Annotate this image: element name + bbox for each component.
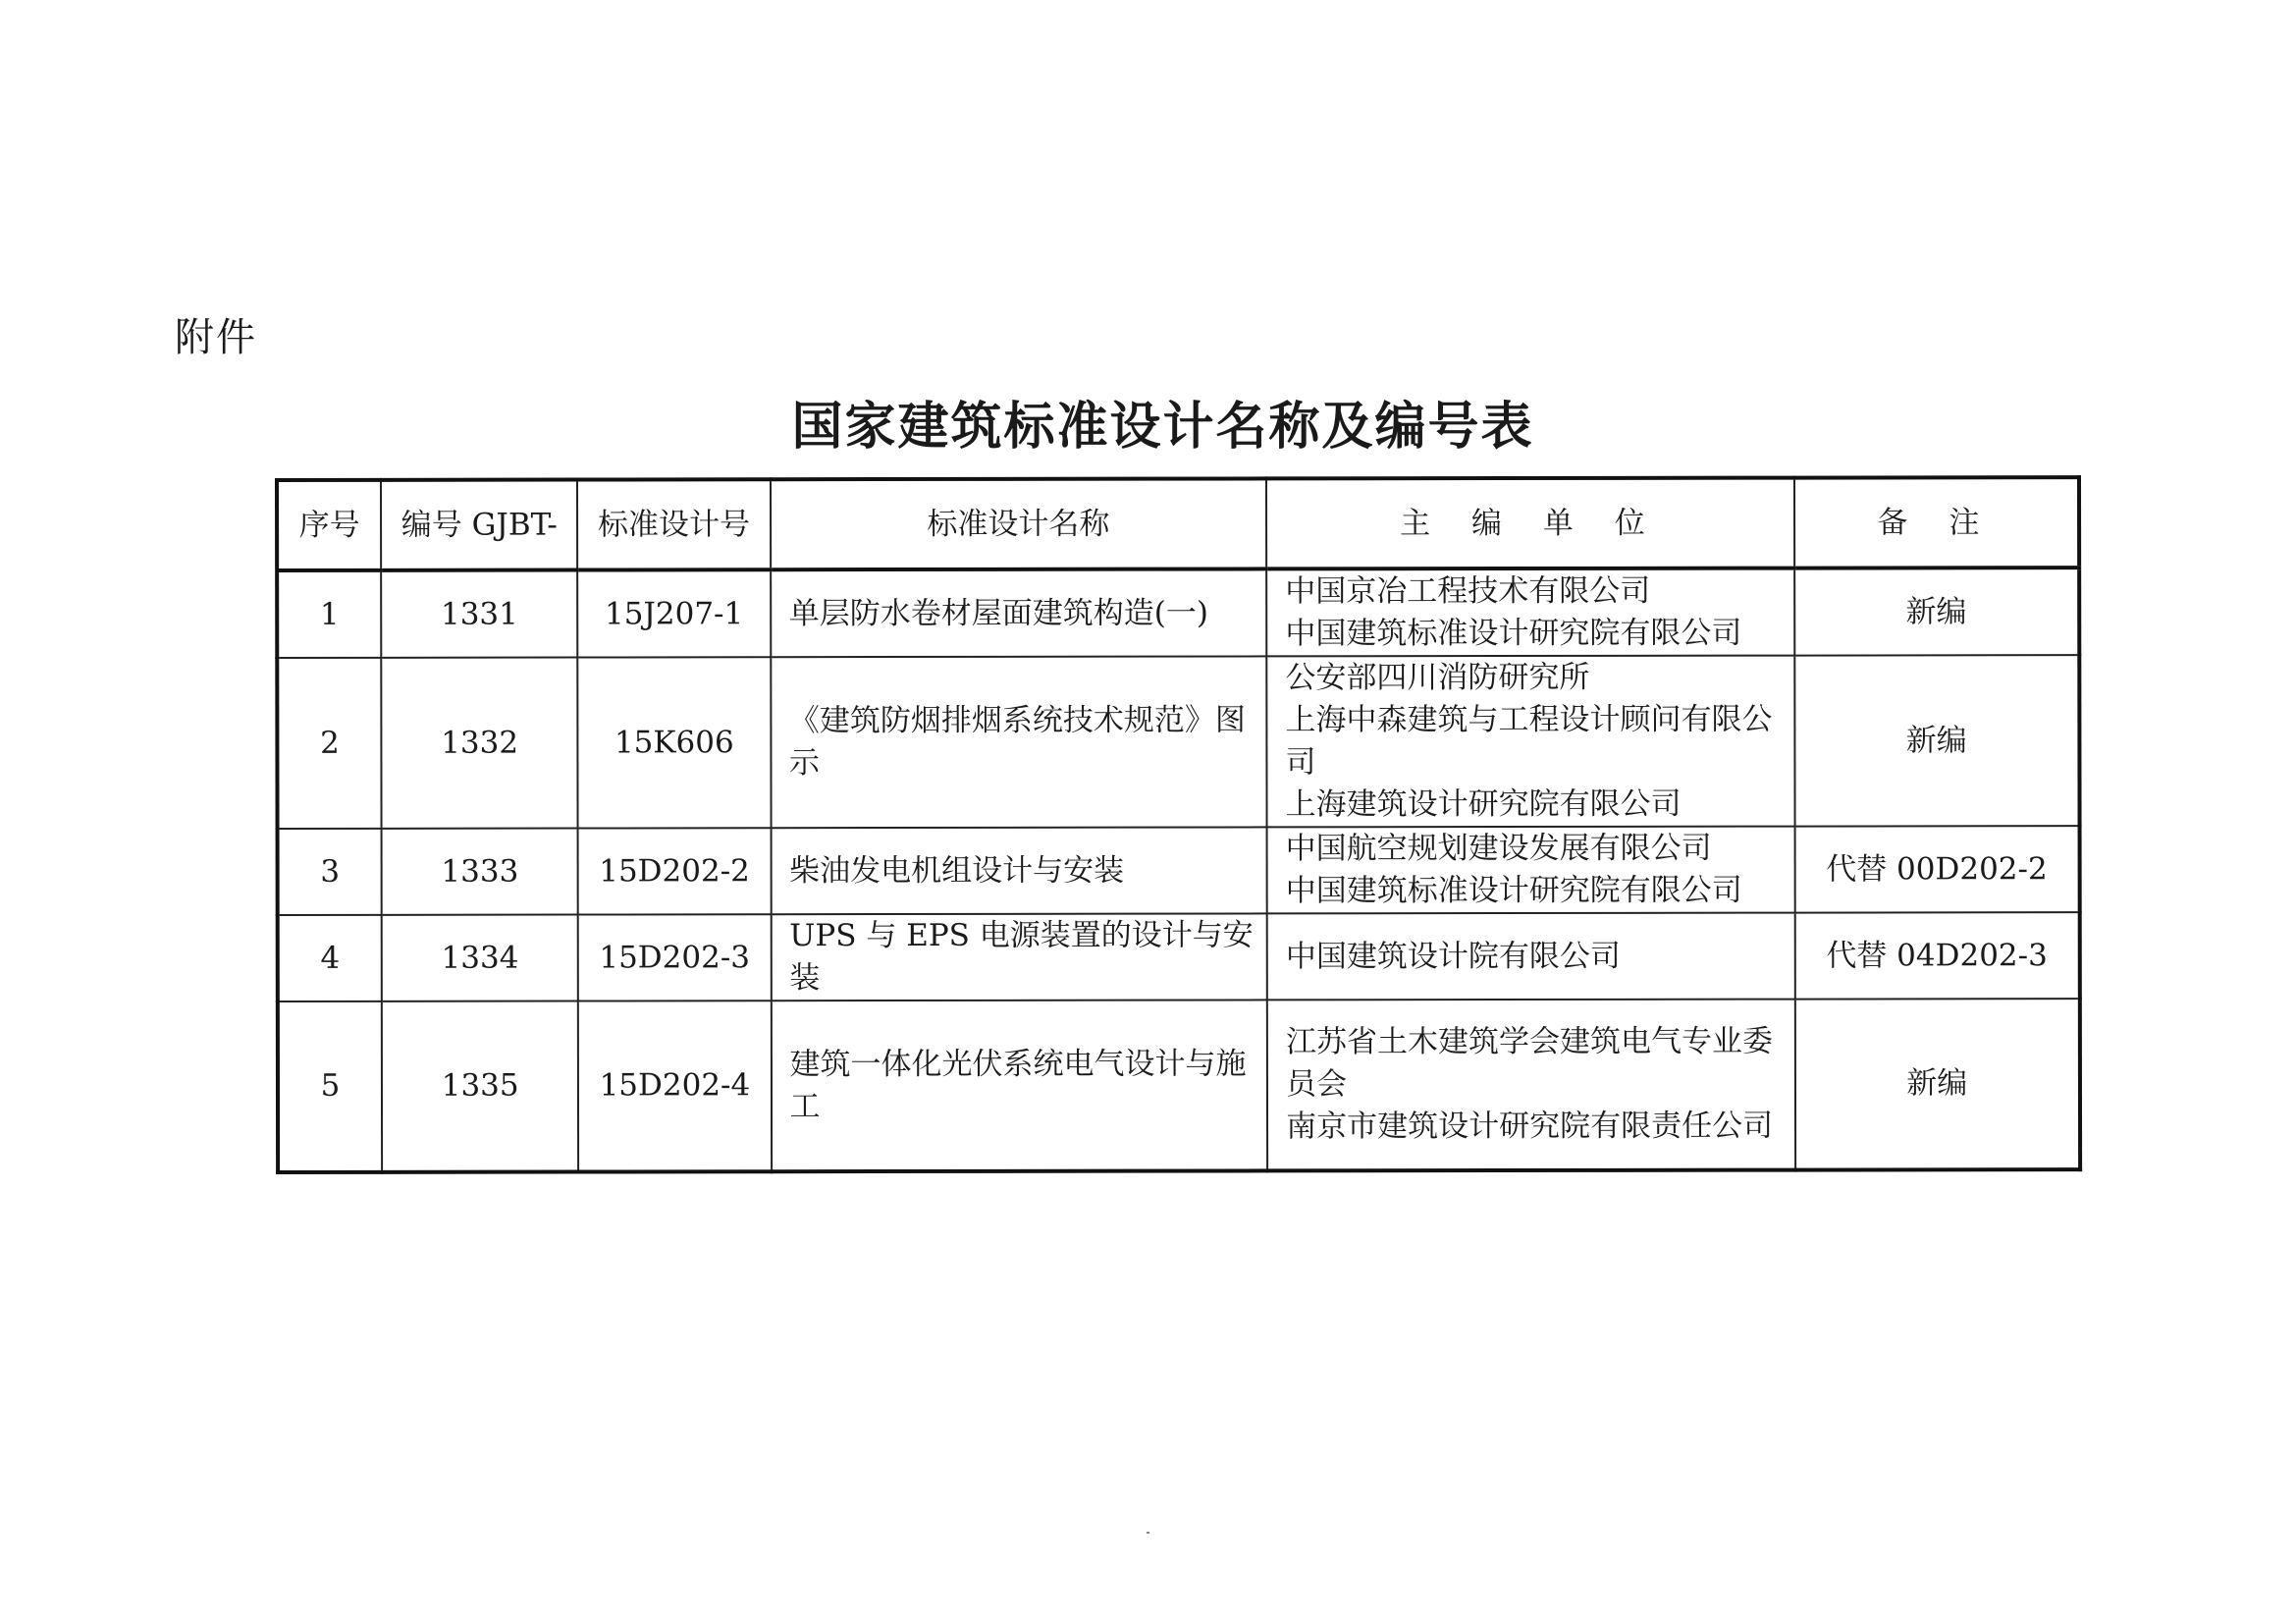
cell-std-no: 15D202-3 [578, 914, 771, 1001]
table-row [278, 999, 2080, 1172]
cell-name: UPS 与 EPS 电源装置的设计与安装 [771, 913, 1267, 1001]
header-std-no: 标准设计号 [577, 479, 770, 569]
table-row [277, 568, 2079, 658]
cell-code: 1334 [382, 915, 578, 1001]
unit-line: 中国建筑标准设计研究院有限公司 [1285, 615, 1742, 652]
header-seq: 序号 [277, 480, 381, 570]
cell-note: 新编 [1794, 655, 2080, 826]
cell-unit [1267, 827, 1795, 914]
cell-note: 新编 [1794, 999, 2080, 1169]
scan-speck [1147, 1532, 1149, 1534]
cell-std-no: 15D202-4 [578, 1001, 771, 1171]
header-name: 标准设计名称 [771, 478, 1267, 569]
unit-line: 上海中森建筑与工程设计顾问有限公司 [1285, 701, 1773, 781]
cell-name: 单层防水卷材屋面建筑构造(一) [771, 568, 1267, 657]
cell-code: 1335 [382, 1001, 578, 1172]
cell-std-no: 15D202-2 [578, 828, 771, 914]
table-row [278, 912, 2080, 1001]
cell-seq: 5 [278, 1001, 382, 1172]
cell-seq: 2 [277, 658, 381, 829]
unit-line: 中国京冶工程技术有限公司 [1285, 572, 1651, 610]
cell-note: 代替 00D202-2 [1794, 826, 2079, 912]
cell-std-no: 15J207-1 [577, 569, 770, 657]
cell-code: 1333 [382, 829, 578, 915]
document-title: 国家建筑标准设计名称及编号表 [791, 398, 1534, 457]
unit-line: 中国航空规划建设发展有限公司 [1285, 830, 1712, 867]
cell-seq: 1 [277, 570, 381, 658]
unit-line: 江苏省土木建筑学会建筑电气专业委员会 [1285, 1023, 1773, 1103]
unit-line: 上海建筑设计研究院有限公司 [1285, 785, 1682, 823]
cell-note: 新编 [1794, 568, 2079, 655]
header-note: 备 注 [1794, 477, 2080, 568]
header-code: 编号 GJBT- [381, 480, 577, 570]
unit-line: 公安部四川消防研究所 [1285, 659, 1590, 696]
cell-name: 《建筑防烟排烟系统技术规范》图示 [771, 656, 1267, 828]
cell-unit [1266, 568, 1794, 657]
header-unit: 主 编 单 位 [1266, 478, 1794, 569]
cell-name: 建筑一体化光伏系统电气设计与施工 [771, 1000, 1267, 1171]
unit-line: 南京市建筑设计研究院有限责任公司 [1286, 1108, 1774, 1145]
table-header-row [277, 477, 2079, 570]
standards-table [275, 475, 2082, 1174]
attachment-label: 附件 [175, 315, 257, 360]
cell-note: 代替 04D202-3 [1794, 912, 2079, 999]
cell-std-no: 15K606 [578, 657, 771, 828]
cell-unit [1267, 1000, 1795, 1171]
cell-seq: 3 [278, 829, 382, 915]
table-row [277, 655, 2079, 829]
cell-name: 柴油发电机组设计与安装 [771, 827, 1267, 914]
cell-code: 1332 [381, 658, 577, 829]
cell-unit [1267, 913, 1795, 1001]
cell-unit [1266, 656, 1794, 828]
unit-line: 中国建筑设计院有限公司 [1285, 938, 1621, 974]
unit-line: 中国建筑标准设计研究院有限公司 [1285, 872, 1742, 909]
table-row [278, 826, 2080, 915]
cell-seq: 4 [278, 915, 382, 1001]
cell-code: 1331 [381, 570, 577, 658]
